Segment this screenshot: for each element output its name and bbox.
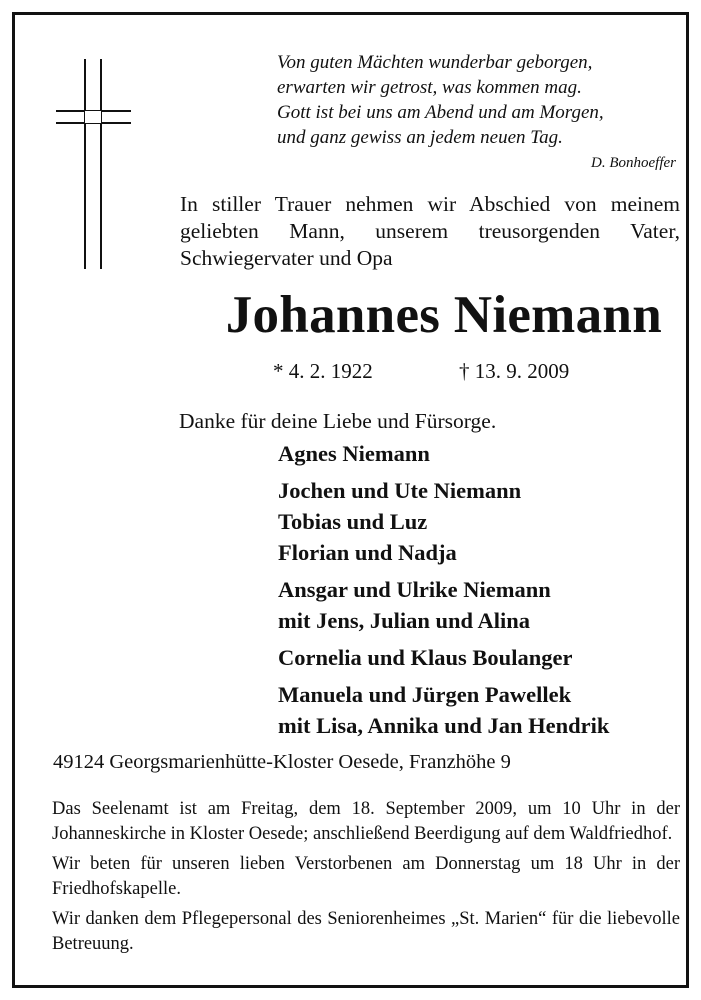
quote-author: D. Bonhoeffer: [591, 155, 676, 171]
family-group: [278, 574, 698, 636]
deceased-name: Johannes Niemann: [225, 286, 662, 344]
intro-line: Schwiegervater und Opa: [180, 246, 393, 270]
quote-line: erwarten wir getrost, was kommen mag.: [277, 77, 582, 98]
quote-line: Von guten Mächten wunderbar geborgen,: [277, 52, 593, 73]
intro-line: geliebten Mann, unserem treusorgenden Vater,: [180, 219, 680, 243]
thanks-line: Danke für deine Liebe und Fürsorge.: [179, 409, 497, 433]
quote-line: und ganz gewiss an jedem neuen Tag.: [277, 127, 563, 148]
intro-line: In stiller Trauer nehmen wir Abschied von meinem: [180, 192, 680, 216]
family-address: 49124 Georgsmarienhütte-Kloster Oesede, Franzhöhe 9: [53, 751, 511, 773]
family-group: [278, 438, 698, 469]
family-member: Florian und Nadja: [278, 540, 457, 565]
family-group: [278, 475, 698, 568]
service-details: [52, 797, 680, 962]
family-member: Ansgar und Ulrike Niemann: [278, 577, 551, 602]
cross-icon: [56, 59, 131, 269]
bonhoeffer-quote: [277, 50, 682, 174]
mourning-intro: [180, 191, 680, 272]
family-member: mit Lisa, Annika und Jan Hendrik: [278, 713, 610, 738]
quote-line: Gott ist bei uns am Abend und am Morgen,: [277, 102, 604, 123]
funeral-paragraph: Das Seelenamt ist am Freitag, dem 18. September 2009, um 10 Uhr in der Johanneskirche in Kloster Oesede; anschließend Beerdigung auf dem Waldfriedhof.: [52, 799, 680, 844]
death-date: † 13. 9. 2009: [459, 359, 570, 383]
family-group: [278, 642, 698, 673]
family-member: Agnes Niemann: [278, 441, 430, 466]
gratitude-paragraph: Wir danken dem Pflegepersonal des Seniorenheimes „St. Marien“ für die liebevolle Betreuung.: [52, 909, 680, 954]
family-member: Jochen und Ute Niemann: [278, 478, 522, 503]
obituary-frame: [12, 12, 689, 988]
family-member: Cornelia und Klaus Boulanger: [278, 645, 573, 670]
family-member: Manuela und Jürgen Pawellek: [278, 682, 572, 707]
birth-date: * 4. 2. 1922: [273, 359, 373, 383]
family-member: mit Jens, Julian und Alina: [278, 608, 530, 633]
family-member: Tobias und Luz: [278, 509, 428, 534]
family-list: [278, 438, 698, 747]
prayer-paragraph: Wir beten für unseren lieben Verstorbenen am Donnerstag um 18 Uhr in der Friedhofskapelle.: [52, 854, 680, 899]
family-group: [278, 679, 698, 741]
